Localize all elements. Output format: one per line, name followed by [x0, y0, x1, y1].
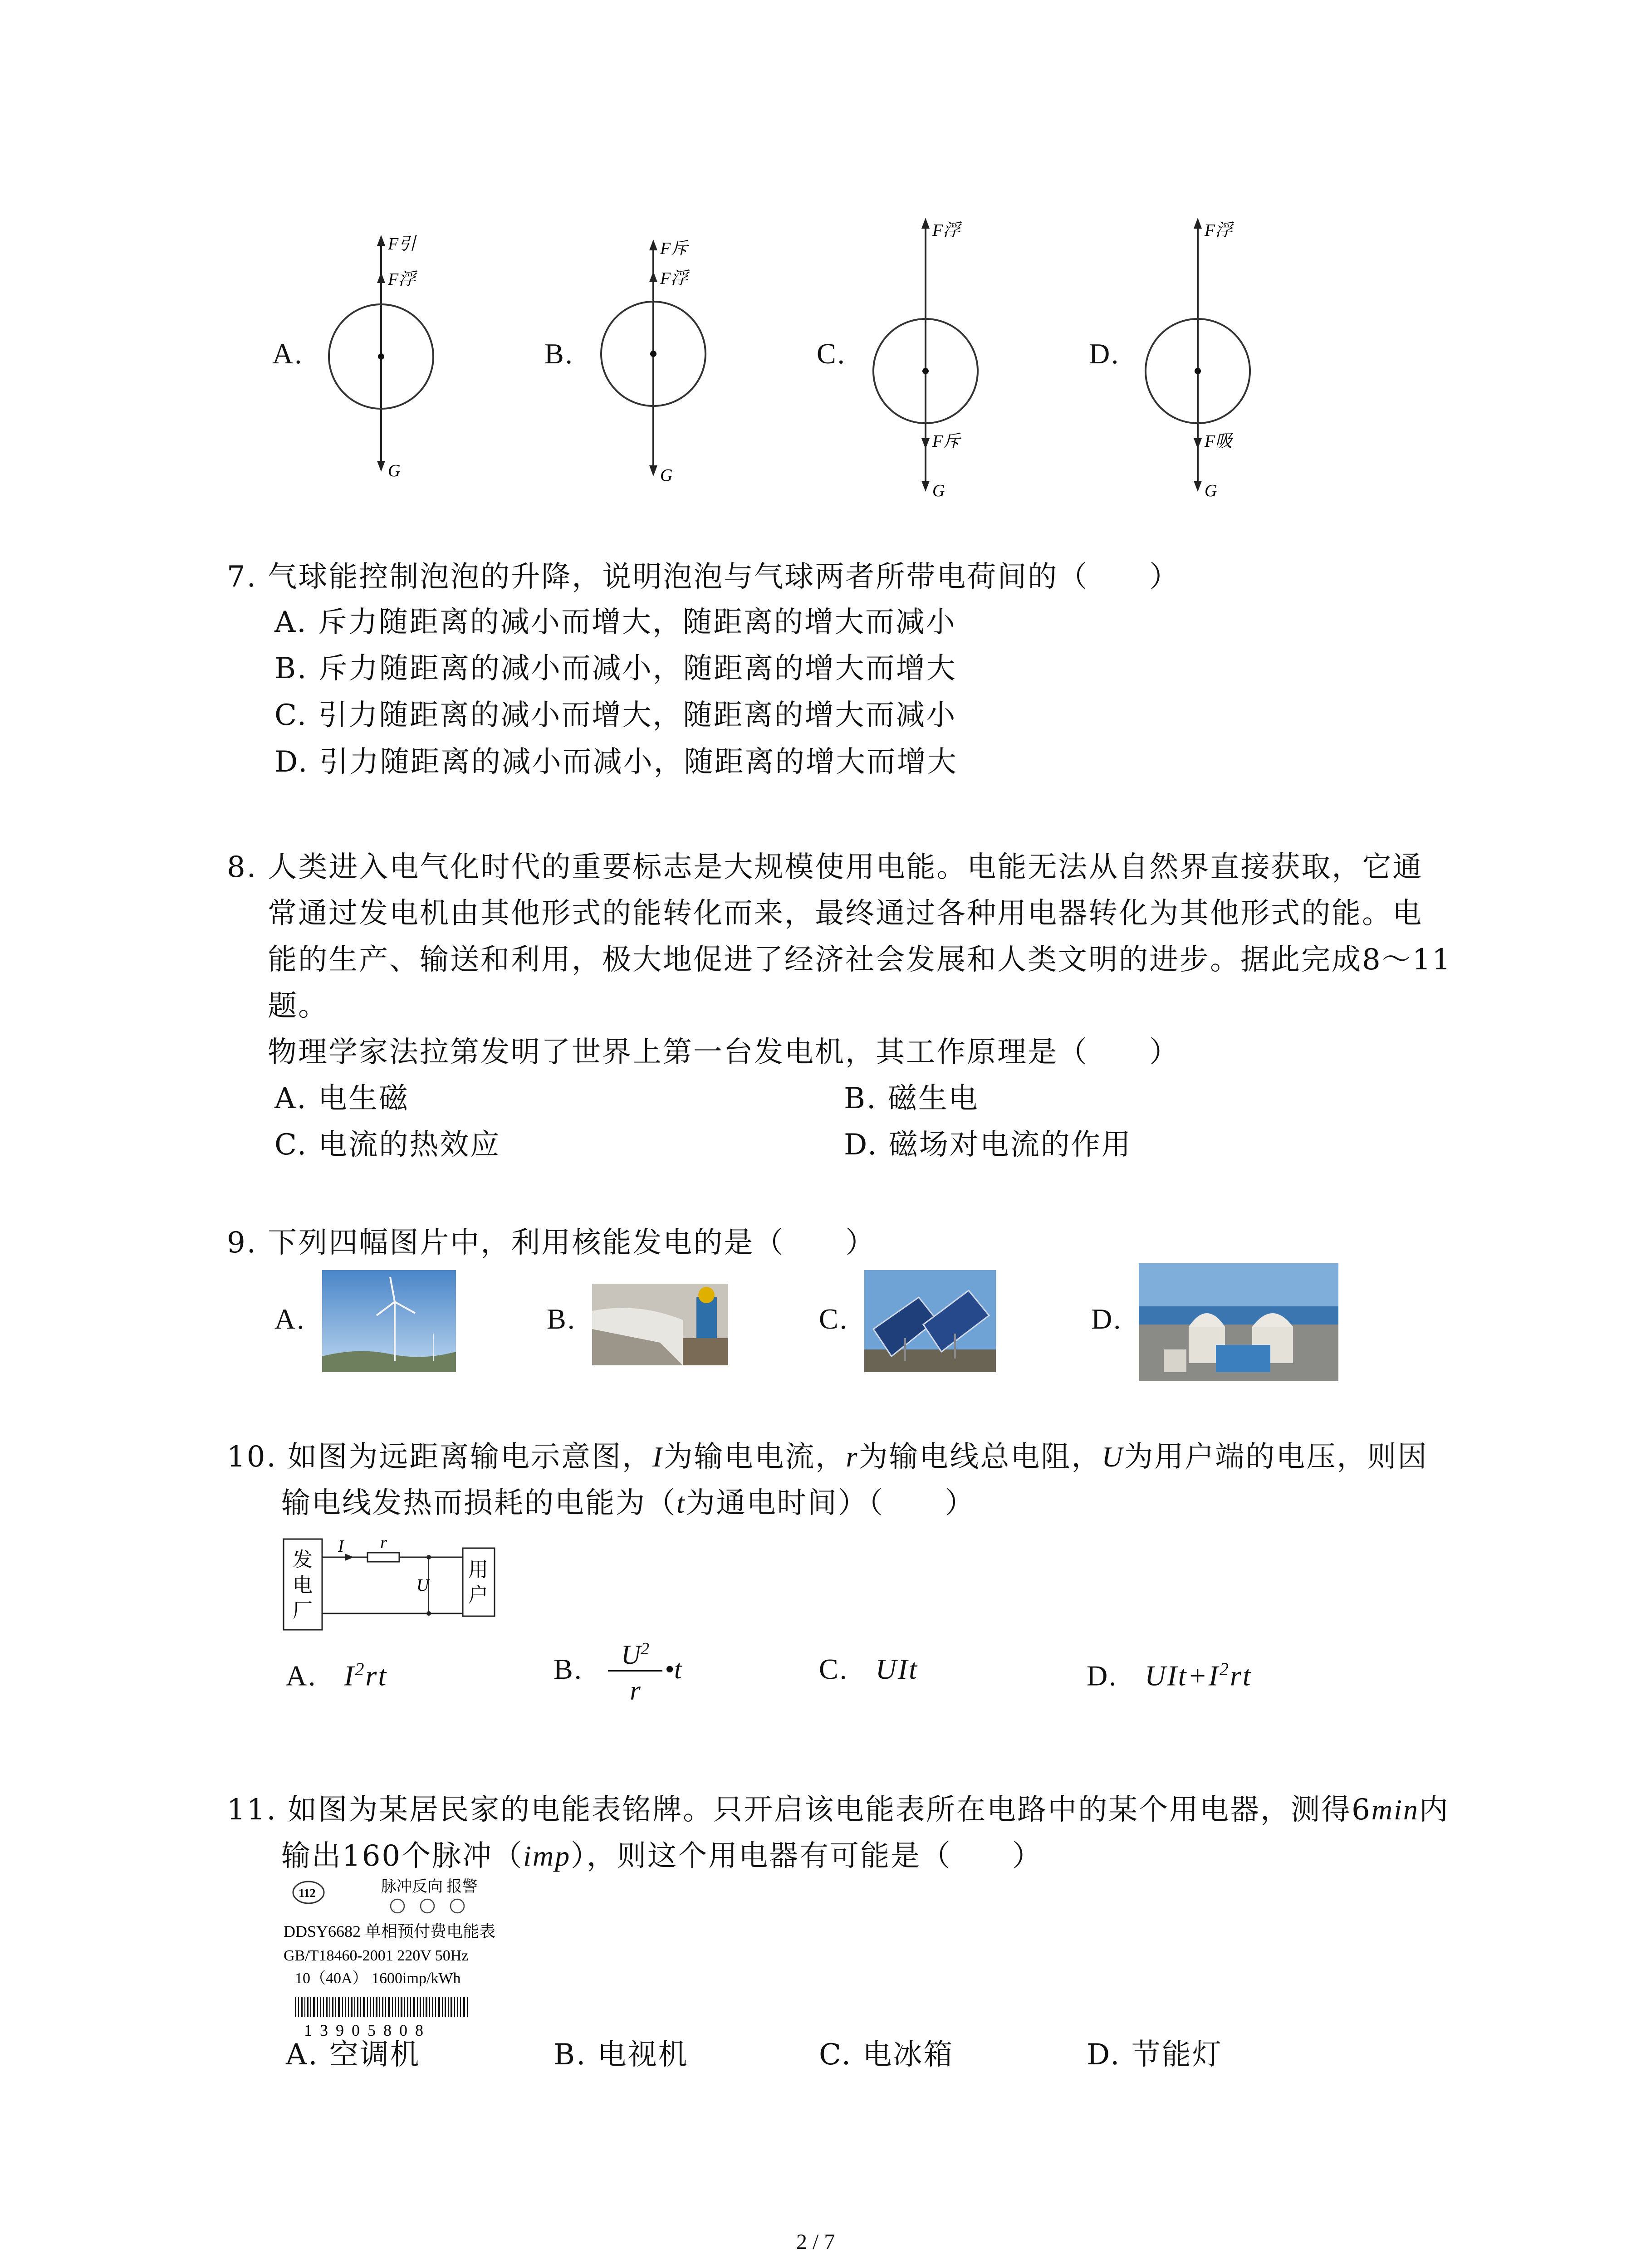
- meter-indicators: 脉冲反向 报警: [381, 1878, 478, 1895]
- q9-option-c-label: C.: [819, 1303, 848, 1335]
- q9-stem: 9. 下列四幅图片中，利用核能发电的是（ ）: [227, 1226, 876, 1260]
- q7-option-c: C. 引力随距离的减小而增大，随距离的增大而减小: [274, 699, 957, 732]
- q11-stem-line-1: 11. 如图为某居民家的电能表铭牌。只开启该电能表所在电路中的某个用电器，测得6min内: [227, 1793, 1450, 1827]
- q10-option-b: B. $U^2$ r •t: [554, 1639, 682, 1706]
- transmission-circuit-diagram: [281, 1535, 504, 1635]
- force-label: F浮: [660, 269, 688, 288]
- q7-option-a: A. 斥力随距离的减小而增大，随距离的增大而减小: [274, 606, 956, 639]
- q8-stem-line-2: 常通过发电机由其他形式的能转化而来，最终通过各种用电器转化为其他形式的能。电: [268, 897, 1423, 930]
- user-label: 用: [468, 1559, 488, 1581]
- q6-option-d-label: D.: [1089, 337, 1120, 370]
- q6-options: [254, 218, 1343, 508]
- q8-option-c: C. 电流的热效应: [274, 1128, 501, 1162]
- meter-model: DDSY6682 单相预付费电能表: [284, 1922, 496, 1941]
- q8-stem-line-4: 题。: [268, 989, 328, 1023]
- q10-option-a: A. $I^2rt$: [286, 1659, 388, 1692]
- q11-option-c: C. 电冰箱: [819, 2038, 954, 2072]
- q10-option-c: C. UIt: [819, 1653, 918, 1685]
- q8-stem-line-1: 8. 人类进入电气化时代的重要标志是大规模使用电能。电能无法从自然界直接获取，它通: [227, 850, 1423, 884]
- q8-stem-line-3: 能的生产、输送和利用，极大地促进了经济社会发展和人类文明的进步。据此完成8～11: [268, 943, 1452, 977]
- solar-panels-photo: [864, 1270, 996, 1372]
- current-label: I: [338, 1537, 344, 1556]
- q6-option-a-label: A.: [272, 337, 304, 370]
- meter-badge: 112: [299, 1887, 316, 1900]
- page-number: 2 / 7: [796, 2230, 835, 2254]
- hydropower-dam-photo: [592, 1284, 728, 1365]
- force-label: F斥: [660, 239, 688, 258]
- q11-option-a: A. 空调机: [286, 2038, 421, 2072]
- q7-stem: 7. 气球能控制泡泡的升降，说明泡泡与气球两者所带电荷间的（ ）: [227, 560, 1180, 594]
- force-label: F引: [388, 235, 416, 254]
- force-label: G: [660, 466, 673, 485]
- q8-option-d: D. 磁场对电流的作用: [844, 1128, 1132, 1162]
- electricity-meter-nameplate: [281, 1878, 563, 2055]
- q10-stem-line-1: 10. 如图为远距离输电示意图，I为输电电流，r为输电线总电阻，U为用户端的电压，则因: [227, 1440, 1428, 1474]
- plant-label: 电: [293, 1574, 313, 1596]
- force-label: F斥: [932, 432, 960, 451]
- q6-diagram-a: [318, 218, 463, 490]
- q6-option-b-label: B.: [544, 337, 574, 370]
- q11-stem-line-2: 输出160个脉冲（imp），则这个用电器有可能是（ ）: [281, 1839, 1043, 1873]
- q9-option-a-label: A.: [274, 1303, 306, 1335]
- force-label: G: [1205, 481, 1217, 500]
- q10-stem-line-2: 输电线发热而损耗的电能为（t为通电时间）（ ）: [281, 1486, 975, 1520]
- force-label: G: [932, 481, 945, 500]
- q11-option-b: B. 电视机: [554, 2038, 689, 2072]
- force-label: F吸: [1205, 432, 1233, 451]
- force-label: F浮: [932, 221, 960, 240]
- barcode-number: 1 3 9 0 5 8 0 8: [304, 2021, 425, 2039]
- q8-option-b: B. 磁生电: [844, 1082, 979, 1115]
- q11-option-d: D. 节能灯: [1087, 2038, 1223, 2072]
- force-label: F浮: [1205, 221, 1233, 240]
- q9-option-d-label: D.: [1091, 1303, 1122, 1335]
- voltage-label: U: [416, 1576, 429, 1595]
- q6-diagram-b: [590, 218, 735, 490]
- q8-option-a: A. 电生磁: [274, 1082, 409, 1115]
- resistance-label: r: [380, 1535, 387, 1552]
- q6-diagram-d: [1134, 218, 1279, 508]
- q6-diagram-c: [862, 218, 1007, 508]
- plant-label: 厂: [293, 1599, 313, 1622]
- q8-stem-line-5: 物理学家法拉第发明了世界上第一台发电机，其工作原理是（ ）: [268, 1036, 1180, 1069]
- user-label: 户: [468, 1584, 488, 1606]
- barcode: [295, 1997, 468, 2017]
- plant-label: 发: [293, 1549, 313, 1571]
- q7-option-d: D. 引力随距离的减小而减小，随距离的增大而增大: [274, 745, 958, 779]
- wind-turbine-photo: [322, 1270, 456, 1372]
- nuclear-plant-photo: [1139, 1263, 1338, 1381]
- q10-option-d: D. $UIt+I^2rt$: [1087, 1659, 1252, 1692]
- force-label: G: [388, 461, 401, 480]
- q9-option-b-label: B.: [547, 1303, 576, 1335]
- q7-option-b: B. 斥力随距离的减小而减小，随距离的增大而增大: [274, 652, 957, 685]
- meter-standard: GB/T18460-2001 220V 50Hz: [284, 1947, 469, 1964]
- q6-option-c-label: C.: [817, 337, 846, 370]
- force-label: F浮: [388, 270, 416, 289]
- meter-rating: 10（40A） 1600imp/kWh: [295, 1970, 461, 1987]
